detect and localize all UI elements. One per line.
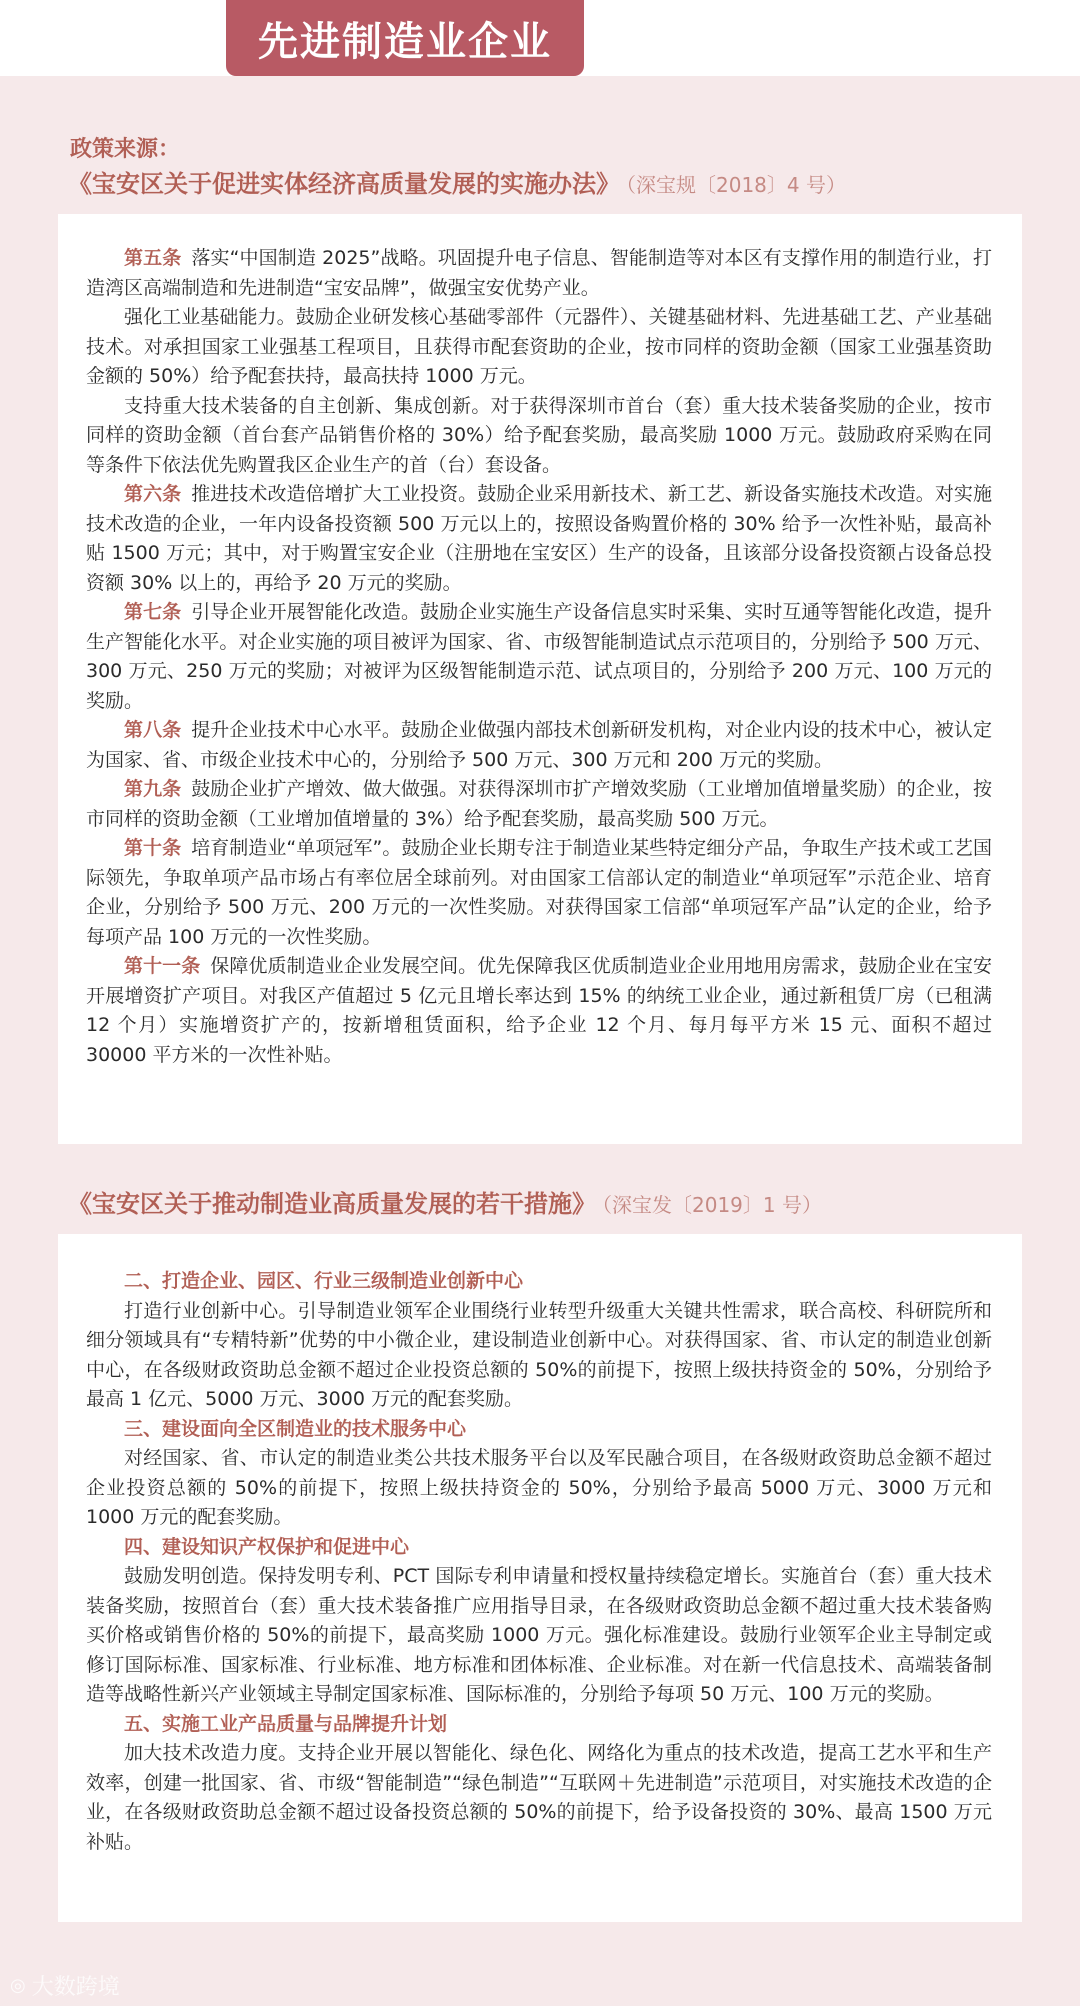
watermark-logo-icon: ◎ (10, 1975, 26, 1996)
section-text: 加大技术改造力度。支持企业开展以智能化、绿色化、网络化为重点的技术改造，提高工艺水平和生产效率，创建一批国家、省、市级“智能制造”“绿色制造”“互联网＋先进制造”示范项目，对实施技术改造的企业，在各级财政资助总金额不超过设备投资总额的 50%的前提下，给予设备投资的 30%、最高 1500 万元补贴。 (86, 1742, 992, 1853)
article-text: 落实“中国制造 2025”战略。巩固提升电子信息、智能制造等对本区有支撑作用的制造行业，打造湾区高端制造和先进制造“宝安品牌”，做强宝安优势产业。 (86, 247, 992, 299)
article-paragraph (86, 952, 992, 1070)
policy-doc-number: （深宝发〔2019〕1 号） (602, 1193, 822, 1217)
policy-title-1 (68, 164, 846, 199)
policy-content-box-2 (58, 1234, 1022, 1922)
article-paragraph (86, 480, 992, 598)
section-heading: 五、实施工业产品质量与品牌提升计划 (124, 1712, 448, 1735)
policy-name: 《宝安区关于推动制造业高质量发展的若干措施》 (68, 1190, 596, 1218)
article-number: 第十条 (124, 837, 182, 859)
article-number: 第九条 (124, 778, 182, 800)
policy-doc-number: （深宝规〔2018〕4 号） (626, 173, 846, 197)
policy-content-box-1 (58, 214, 1022, 1144)
article-number: 第五条 (124, 247, 182, 269)
section-text: 对经国家、省、市认定的制造业类公共技术服务平台以及军民融合项目，在各级财政资助总金额不超过企业投资总额的 50%的前提下，按照上级扶持资金的 50%，分别给予最高 5000 万元、3000 万元和 1000 万元的配套奖励。 (86, 1447, 992, 1528)
watermark-text: 大数跨境 (31, 1975, 120, 2000)
article-paragraph (86, 834, 992, 952)
article-paragraph (86, 303, 992, 392)
article-text: 强化工业基础能力。鼓励企业研发核心基础零部件（元器件）、关键基础材料、先进基础工艺、产业基础技术。对承担国家工业强基工程项目，且获得市配套资助的企业，按市同样的资助金额（国家工业强基资助金额的 50%）给予配套扶持，最高扶持 1000 万元。 (86, 306, 992, 387)
article-text: 引导企业开展智能化改造。鼓励企业实施生产设备信息实时采集、实时互通等智能化改造，提升生产智能化水平。对企业实施的项目被评为国家、省、市级智能制造试点示范项目的，分别给予 500 万元、300 万元、250 万元的奖励；对被评为区级智能制造示范、试点项目的，分别给予 200 万元、100 万元的奖励。 (86, 601, 992, 712)
article-paragraph (86, 775, 992, 834)
article-paragraph (86, 244, 992, 303)
watermark (10, 1970, 120, 2001)
section-text: 鼓励发明创造。保持发明专利、PCT 国际专利申请量和授权量持续稳定增长。实施首台（套）重大技术装备奖励，按照首台（套）重大技术装备推广应用指导目录，在各级财政资助总金额不超过重大技术装备购买价格或销售价格的 50%的前提下，最高奖励 1000 万元。强化标准建设。鼓励行业领军企业主导制定或修订国际标准、国家标准、行业标准、地方标准和团体标准、企业标准。对在新一代信息技术、高端装备制造等战略性新兴产业领域主导制定国家标准、国际标准的，分别给予每项 50 万元、100 万元的奖励。 (86, 1565, 992, 1705)
article-paragraph (86, 392, 992, 481)
article-text: 支持重大技术装备的自主创新、集成创新。对于获得深圳市首台（套）重大技术装备奖励的企业，按市同样的资助金额（首台套产品销售价格的 30%）给予配套奖励，最高奖励 1000 万元。鼓励政府采购在同等条件下依法优先购置我区企业生产的首（台）套设备。 (86, 394, 992, 476)
article-number: 第六条 (124, 483, 182, 505)
policy-name: 《宝安区关于促进实体经济高质量发展的实施办法》 (68, 170, 620, 198)
article-number: 第十一条 (124, 955, 201, 977)
article-paragraph (86, 598, 992, 716)
article-text: 推进技术改造倍增扩大工业投资。鼓励企业采用新技术、新工艺、新设备实施技术改造。对实施技术改造的企业，一年内设备投资额 500 万元以上的，按照设备购置价格的 30% 给予一次性补贴，最高补贴 1500 万元；其中，对于购置宝安企业（注册地在宝安区）生产的设备，且该部分设备投资额占设备总投资额 30% 以上的，再给予 20 万元的奖励。 (86, 483, 992, 594)
article-number: 第八条 (124, 719, 182, 741)
article-text: 保障优质制造业企业发展空间。优先保障我区优质制造业企业用地用房需求，鼓励企业在宝安开展增资扩产项目。对我区产值超过 5 亿元且增长率达到 15% 的纳统工业企业，通过新租赁厂房（已租满 12 个月）实施增资扩产的，按新增租赁面积，给予企业 12 个月、每月每平方米 15 元、面积不超过 30000 平方米的一次性补贴。 (86, 955, 992, 1066)
section-heading: 三、建设面向全区制造业的技术服务中心 (124, 1417, 467, 1440)
policy-title-2 (68, 1184, 822, 1219)
article-text: 提升企业技术中心水平。鼓励企业做强内部技术创新研发机构，对企业内设的技术中心，被认定为国家、省、市级企业技术中心的，分别给予 500 万元、300 万元和 200 万元的奖励。 (86, 719, 992, 771)
section-heading: 二、打造企业、园区、行业三级制造业创新中心 (124, 1270, 524, 1292)
article-text: 鼓励企业扩产增效、做大做强。对获得深圳市扩产增效奖励（工业增加值增量奖励）的企业，按市同样的资助金额（工业增加值增量的 3%）给予配套奖励，最高奖励 500 万元。 (86, 778, 992, 830)
policy-source-label: 政策来源： (70, 137, 181, 162)
article-number: 第七条 (124, 601, 182, 623)
section-heading: 四、建设知识产权保护和促进中心 (124, 1535, 410, 1558)
article-text: 培育制造业“单项冠军”。鼓励企业长期专注于制造业某些特定细分产品，争取生产技术或工艺国际领先，争取单项产品市场占有率位居全球前列。对由国家工信部认定的制造业“单项冠军”示范企业、培育企业，分别给予 500 万元、200 万元的一次性奖励。对获得国家工信部“单项冠军产品”认定的企业，给予每项产品 100 万元的一次性奖励。 (86, 837, 992, 948)
section-text: 打造行业创新中心。引导制造业领军企业围绕行业转型升级重大关键共性需求，联合高校、科研院所和细分领域具有“专精特新”优势的中小微企业，建设制造业创新中心。对获得国家、省、市认定的制造业创新中心，在各级财政资助总金额不超过企业投资总额的 50%的前提下，按照上级扶持资金的 50%，分别给予最高 1 亿元、5000 万元、3000 万元的配套奖励。 (86, 1299, 992, 1410)
page-title: 先进制造业企业 (226, 0, 584, 76)
article-paragraph (86, 716, 992, 775)
